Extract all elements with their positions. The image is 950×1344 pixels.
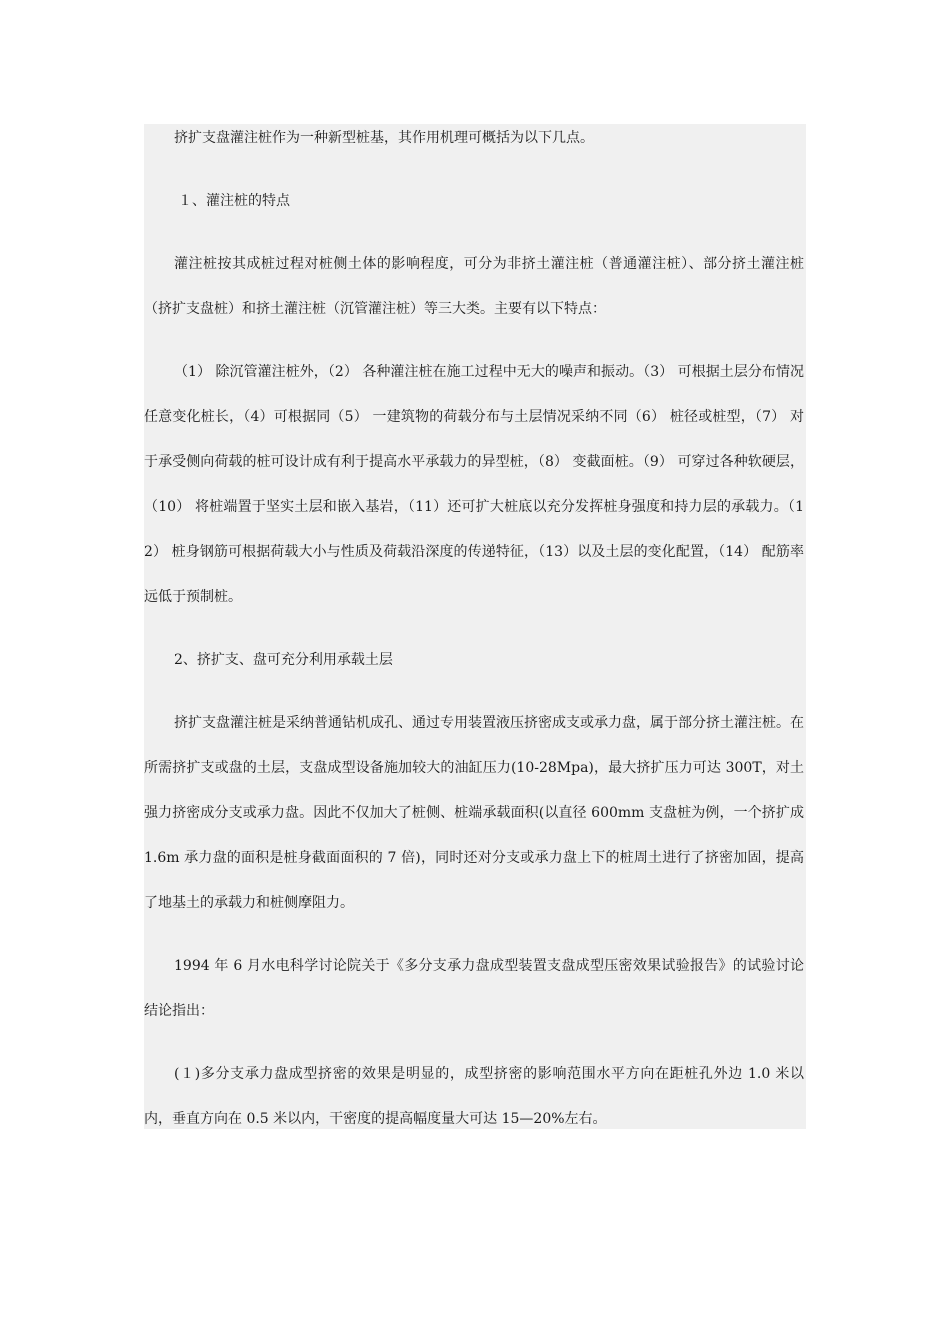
report-paragraph: 1994 年 6 月水电科学讨论院关于《多分支承力盘成型装置支盘成型压密效果试验报告》的试验讨论结论指出： [144, 958, 804, 1019]
section-heading-1: １、灌注桩的特点 [178, 193, 290, 209]
squeeze-branch-paragraph: 挤扩支盘灌注桩是采纳普通钻机成孔、通过专用装置液压挤密成支或承力盘，属于部分挤土灌注桩。在所需挤扩支或盘的土层，支盘成型设备施加较大的油缸压力(10-28Mpa)，最大挤扩压力可达 300T，对土强力挤密成分支或承力盘。因此不仅加大了桩侧、桩端承载面积(以直径 600mm 支盘桩为例，一个挤扩成 1.6m 承力盘的面积是桩身截面面积的 7 倍)，同时还对分支或承力盘上下的桩周土进行了挤密加固，提高了地基土的承载力和桩侧摩阻力。 [144, 715, 804, 911]
document-body [144, 124, 806, 1129]
pile-classification-paragraph: 灌注桩按其成桩过程对桩侧土体的影响程度，可分为非挤土灌注桩（普通灌注桩）、部分挤土灌注桩（挤扩支盘桩）和挤土灌注桩（沉管灌注桩）等三大类。主要有以下特点： [144, 256, 804, 317]
intro-paragraph: 挤扩支盘灌注桩作为一种新型桩基，其作用机理可概括为以下几点。 [174, 130, 594, 146]
conclusion-item-1: (１)多分支承力盘成型挤密的效果是明显的，成型挤密的影响范围水平方向在距桩孔外边 1.0 米以内，垂直方向在 0.5 米以内，干密度的提高幅度量大可达 15—20%左右。 [144, 1066, 804, 1127]
section-heading-2: 2、挤扩支、盘可充分利用承载土层 [174, 652, 393, 668]
pile-features-paragraph: （1） 除沉管灌注桩外，（2） 各种灌注桩在施工过程中无大的噪声和振动。（3） 可根据土层分布情况任意变化桩长，（4）可根据同（5） 一建筑物的荷载分布与土层情况采纳不同（6） 桩径或桩型，（7） 对于承受侧向荷载的桩可设计成有利于提高水平承载力的异型桩，（8） 变截面桩。（9） 可穿过各种软硬层，（10） 将桩端置于坚实土层和嵌入基岩，（11）还可扩大桩底以充分发挥桩身强度和持力层的承载力。（12） 桩身钢筋可根据荷载大小与性质及荷载沿深度的传递特征，（13）以及土层的变化配置，（14） 配筋率远低于预制桩。 [144, 364, 804, 605]
